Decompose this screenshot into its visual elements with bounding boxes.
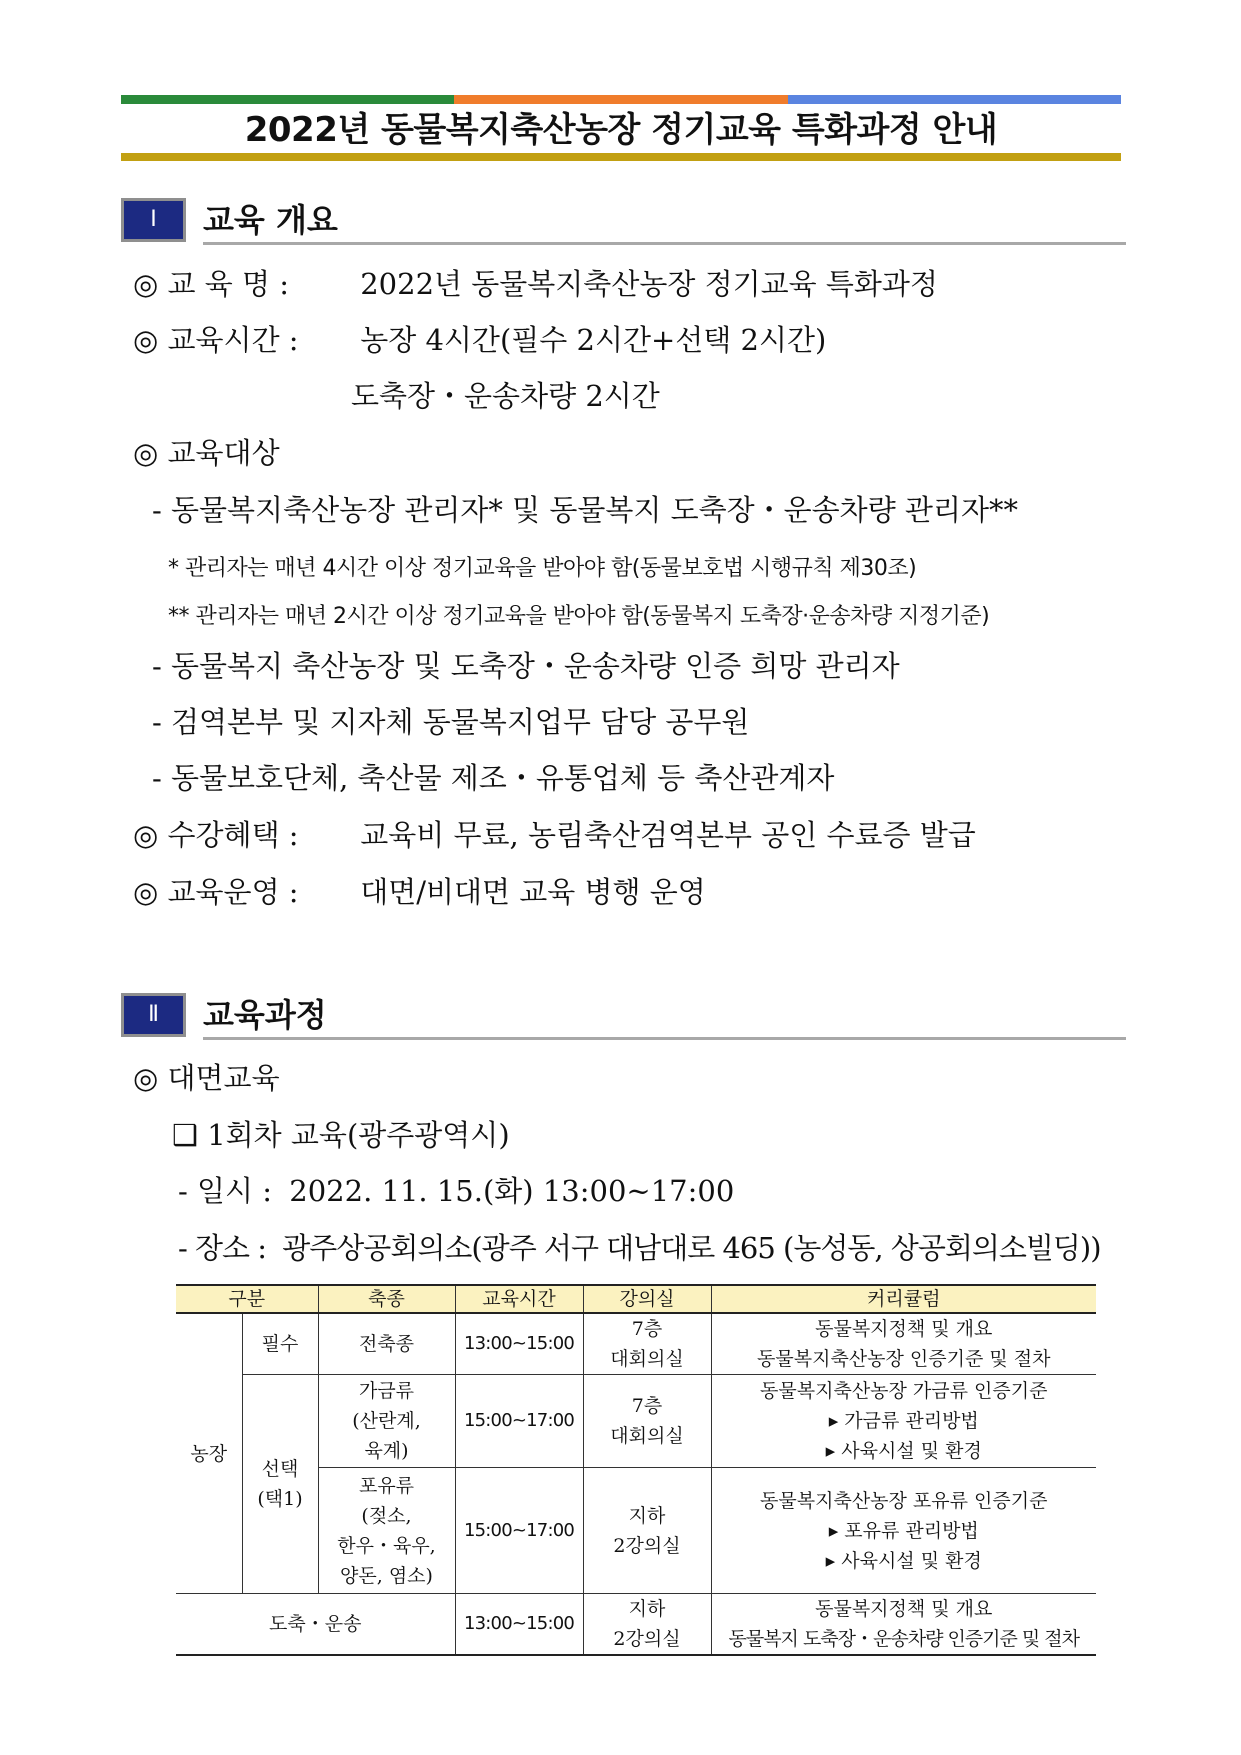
edu-target-3: - 검역본부 및 지자체 동물복지업무 담당 공무원 xyxy=(152,705,750,739)
section-rule xyxy=(203,242,1126,245)
header-time: 교육시간 xyxy=(455,1285,583,1313)
session-place-line xyxy=(178,1228,1101,1268)
time-cell: 13:00~15:00 xyxy=(455,1594,583,1656)
curriculum-table xyxy=(176,1284,1096,1656)
edu-target-2: - 동물복지 축산농장 및 도축장・운송차량 인증 희망 관리자 xyxy=(152,649,900,683)
curriculum-line: 동물복지정책 및 개요 xyxy=(815,1598,993,1620)
curriculum-cell xyxy=(711,1375,1096,1468)
header-room: 강의실 xyxy=(583,1285,711,1313)
header-category: 구분 xyxy=(176,1285,318,1313)
edu-time-value-2: 도축장・운송차량 2시간 xyxy=(351,379,660,413)
curriculum-line: 동물복지정책 및 개요 xyxy=(815,1318,993,1340)
table-header-row xyxy=(176,1285,1096,1313)
color-bar-orange xyxy=(454,95,787,104)
session-title: ❑ 1회차 교육(광주광역시) xyxy=(172,1118,510,1152)
edu-target-1: - 동물복지축산농장 관리자* 및 동물복지 도축장・운송차량 관리자** xyxy=(152,493,1018,527)
room-name: 대회의실 xyxy=(610,1348,684,1370)
curriculum-line: 동물복지축산농장 가금류 인증기준 xyxy=(760,1380,1048,1402)
species-cell: 전축종 xyxy=(318,1313,455,1375)
face-edu-label: ◎ 대면교육 xyxy=(133,1061,280,1095)
table-row xyxy=(176,1313,1096,1375)
session-date-line xyxy=(178,1171,734,1211)
room-name: 2강의실 xyxy=(613,1628,681,1650)
edu-name-label: ◎ 교 육 명 : xyxy=(133,267,289,301)
section-header-course xyxy=(121,993,1126,1039)
species-line: 한우・육우, xyxy=(337,1534,436,1557)
select-cell xyxy=(242,1375,318,1594)
section-number-box: Ⅰ xyxy=(121,198,186,242)
room-name: 2강의실 xyxy=(613,1534,681,1557)
curriculum-cell xyxy=(711,1594,1096,1656)
edu-time-value: 농장 4시간(필수 2시간+선택 2시간) xyxy=(360,323,827,357)
time-cell: 15:00~17:00 xyxy=(455,1375,583,1468)
color-bar-green xyxy=(121,95,454,104)
edu-target-4: - 동물보호단체, 축산물 제조・유통업체 등 축산관계자 xyxy=(152,761,835,795)
time-cell: 13:00~15:00 xyxy=(455,1313,583,1375)
room-floor: 7층 xyxy=(631,1395,663,1417)
slaughter-transport-cell: 도축・운송 xyxy=(176,1594,455,1656)
table-row xyxy=(176,1594,1096,1656)
curriculum-line: 동물복지축산농장 포유류 인증기준 xyxy=(760,1489,1048,1512)
header-species: 축종 xyxy=(318,1285,455,1313)
edu-time-line xyxy=(133,320,826,360)
edu-name-line xyxy=(133,264,938,304)
edu-note-2: ** 관리자는 매년 2시간 이상 정기교육을 받아야 함(동물복지 도축장·운송차량 지정기준) xyxy=(168,604,990,629)
curriculum-line: ▸ 포유류 관리방법 xyxy=(828,1519,979,1542)
room-floor: 지하 xyxy=(628,1504,666,1527)
session-date-value: 2022. 11. 15.(화) 13:00~17:00 xyxy=(289,1174,735,1208)
title-underline xyxy=(121,153,1121,161)
curriculum-line: ▸ 사육시설 및 환경 xyxy=(825,1549,982,1572)
curriculum-line: 동물복지축산농장 인증기준 및 절차 xyxy=(757,1348,1051,1370)
curriculum-line: 동물복지 도축장・운송차량 인증기준 및 절차 xyxy=(728,1628,1080,1650)
curriculum-line: ▸ 가금류 관리방법 xyxy=(828,1410,979,1432)
edu-note-1: * 관리자는 매년 4시간 이상 정기교육을 받아야 함(동물보호법 시행규칙 제30조) xyxy=(168,556,917,581)
time-cell: 15:00~17:00 xyxy=(455,1468,583,1594)
species-line: 육계) xyxy=(364,1440,409,1462)
species-line: (산란계, xyxy=(352,1410,421,1432)
header-curriculum: 커리큘럼 xyxy=(711,1285,1096,1313)
room-name: 대회의실 xyxy=(610,1425,684,1447)
edu-benefit-value: 교육비 무료, 농림축산검역본부 공인 수료증 발급 xyxy=(360,818,976,852)
room-floor: 7층 xyxy=(631,1318,663,1340)
curriculum-cell xyxy=(711,1468,1096,1594)
edu-benefit-label: ◎ 수강혜택 : xyxy=(133,818,299,852)
edu-operation-line xyxy=(133,872,706,912)
edu-benefit-line xyxy=(133,815,976,855)
edu-operation-value: 대면/비대면 교육 병행 운영 xyxy=(360,875,706,909)
section-rule xyxy=(203,1037,1126,1040)
room-cell xyxy=(583,1313,711,1375)
room-cell xyxy=(583,1594,711,1656)
curriculum-line: ▸ 사육시설 및 환경 xyxy=(825,1440,982,1462)
edu-name-value: 2022년 동물복지축산농장 정기교육 특화과정 xyxy=(360,267,938,301)
required-cell: 필수 xyxy=(242,1313,318,1375)
section-title: 교육 개요 xyxy=(203,201,338,239)
farm-cell: 농장 xyxy=(176,1313,242,1594)
species-line: 가금류 xyxy=(358,1380,415,1402)
page-title: 2022년 동물복지축산농장 정기교육 특화과정 안내 xyxy=(244,110,998,150)
title-color-bar xyxy=(121,95,1121,104)
session-date-label: - 일시 : xyxy=(178,1174,273,1208)
room-cell xyxy=(583,1468,711,1594)
room-cell xyxy=(583,1375,711,1468)
species-cell xyxy=(318,1375,455,1468)
species-line: 양돈, 염소) xyxy=(340,1564,433,1587)
edu-operation-label: ◎ 교육운영 : xyxy=(133,875,299,909)
section-header-overview xyxy=(121,198,1126,244)
select-note: (택1) xyxy=(257,1488,303,1510)
table-row xyxy=(176,1375,1096,1468)
edu-target-label: ◎ 교육대상 xyxy=(133,436,280,470)
edu-time-label: ◎ 교육시간 : xyxy=(133,323,299,357)
section-number-box: Ⅱ xyxy=(121,993,186,1037)
section-title: 교육과정 xyxy=(203,996,327,1034)
species-line: 포유류 xyxy=(358,1474,415,1497)
room-floor: 지하 xyxy=(628,1598,666,1620)
session-place-value: 광주상공회의소(광주 서구 대남대로 465 (농성동, 상공회의소빌딩)) xyxy=(282,1231,1101,1265)
select-label: 선택 xyxy=(261,1458,299,1480)
session-place-label: - 장소 : xyxy=(178,1231,267,1265)
curriculum-cell xyxy=(711,1313,1096,1375)
species-line: (젖소, xyxy=(361,1504,412,1527)
species-cell xyxy=(318,1468,455,1594)
color-bar-blue xyxy=(788,95,1121,104)
